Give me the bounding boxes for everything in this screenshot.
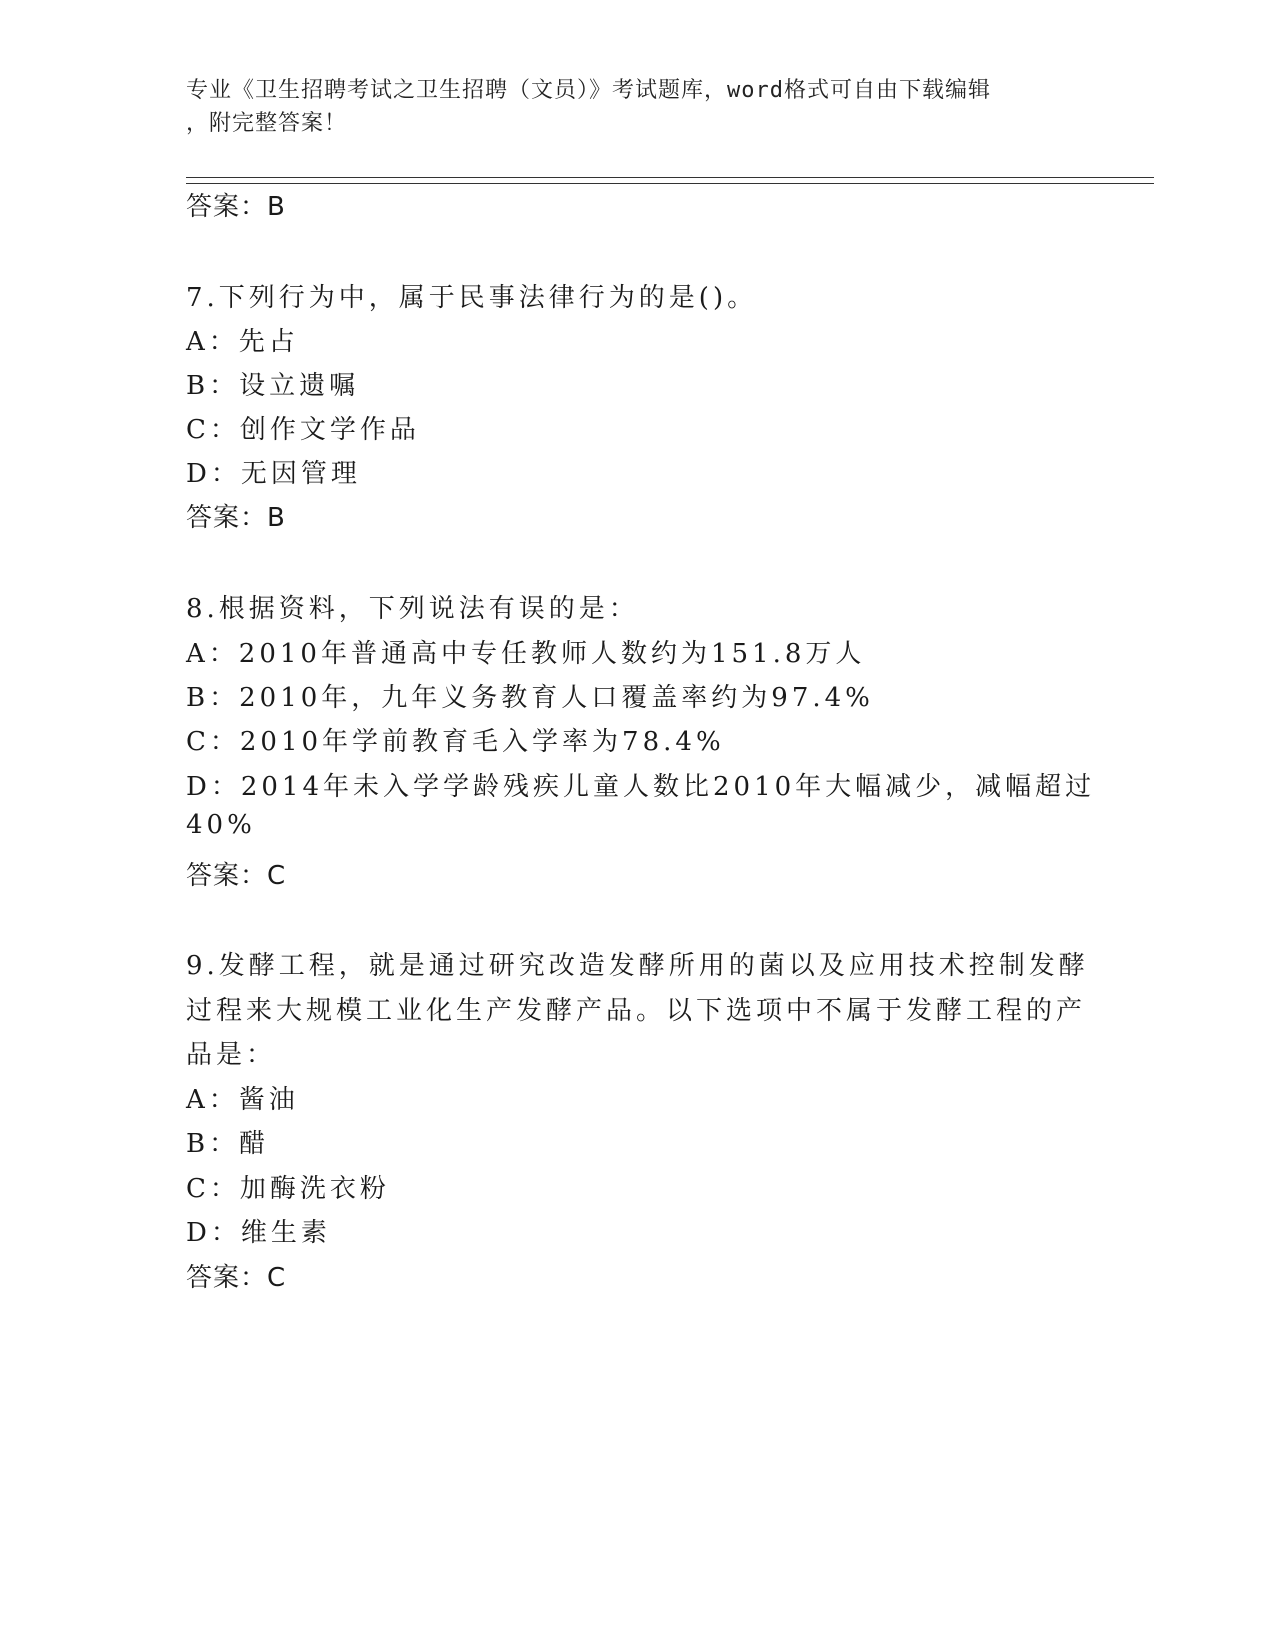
question-9-line-2: 过程来大规模工业化生产发酵产品。以下选项中不属于发酵工程的产 — [186, 996, 1087, 1026]
q8-option-c: C：2010年学前教育毛入学率为78.4% — [186, 727, 725, 757]
header-line-1: 专业《卫生招聘考试之卫生招聘（文员）》考试题库，word格式可自由下载编辑 — [186, 78, 991, 103]
page-header — [186, 74, 1066, 140]
q7-option-a: A：先占 — [186, 327, 299, 357]
q9-option-b: B：醋 — [186, 1129, 270, 1159]
q9-answer: 答案：C — [186, 1263, 287, 1293]
header-rule-top — [186, 177, 1154, 178]
q8-option-a: A：2010年普通高中专任教师人数约为151.8万人 — [186, 639, 866, 669]
question-9-line-3: 品是： — [186, 1040, 277, 1070]
q7-option-b: B：设立遗嘱 — [186, 371, 360, 401]
q9-option-c: C：加酶洗衣粉 — [186, 1174, 390, 1204]
previous-answer: 答案：B — [186, 192, 286, 222]
q9-option-a: A：酱油 — [186, 1085, 299, 1115]
q8-option-d: D：2014年未入学学龄残疾儿童人数比2010年大幅减少，减幅超过 — [186, 772, 1096, 802]
q8-option-d-continued: 40% — [186, 810, 256, 840]
q8-option-b: B：2010年，九年义务教育人口覆盖率约为97.4% — [186, 683, 874, 713]
q8-answer: 答案：C — [186, 861, 287, 891]
q7-answer: 答案：B — [186, 503, 286, 533]
q7-option-c: C：创作文学作品 — [186, 415, 420, 445]
header-rule-bottom — [186, 183, 1154, 184]
question-9-line-1: 9.发酵工程，就是通过研究改造发酵所用的菌以及应用技术控制发酵 — [186, 951, 1089, 981]
q9-option-d: D：维生素 — [186, 1218, 331, 1248]
q7-option-d: D：无因管理 — [186, 459, 361, 489]
question-7: 7.下列行为中，属于民事法律行为的是()。 — [186, 283, 758, 313]
question-8: 8.根据资料，下列说法有误的是： — [186, 594, 639, 624]
header-line-2: ，附完整答案！ — [186, 111, 348, 136]
